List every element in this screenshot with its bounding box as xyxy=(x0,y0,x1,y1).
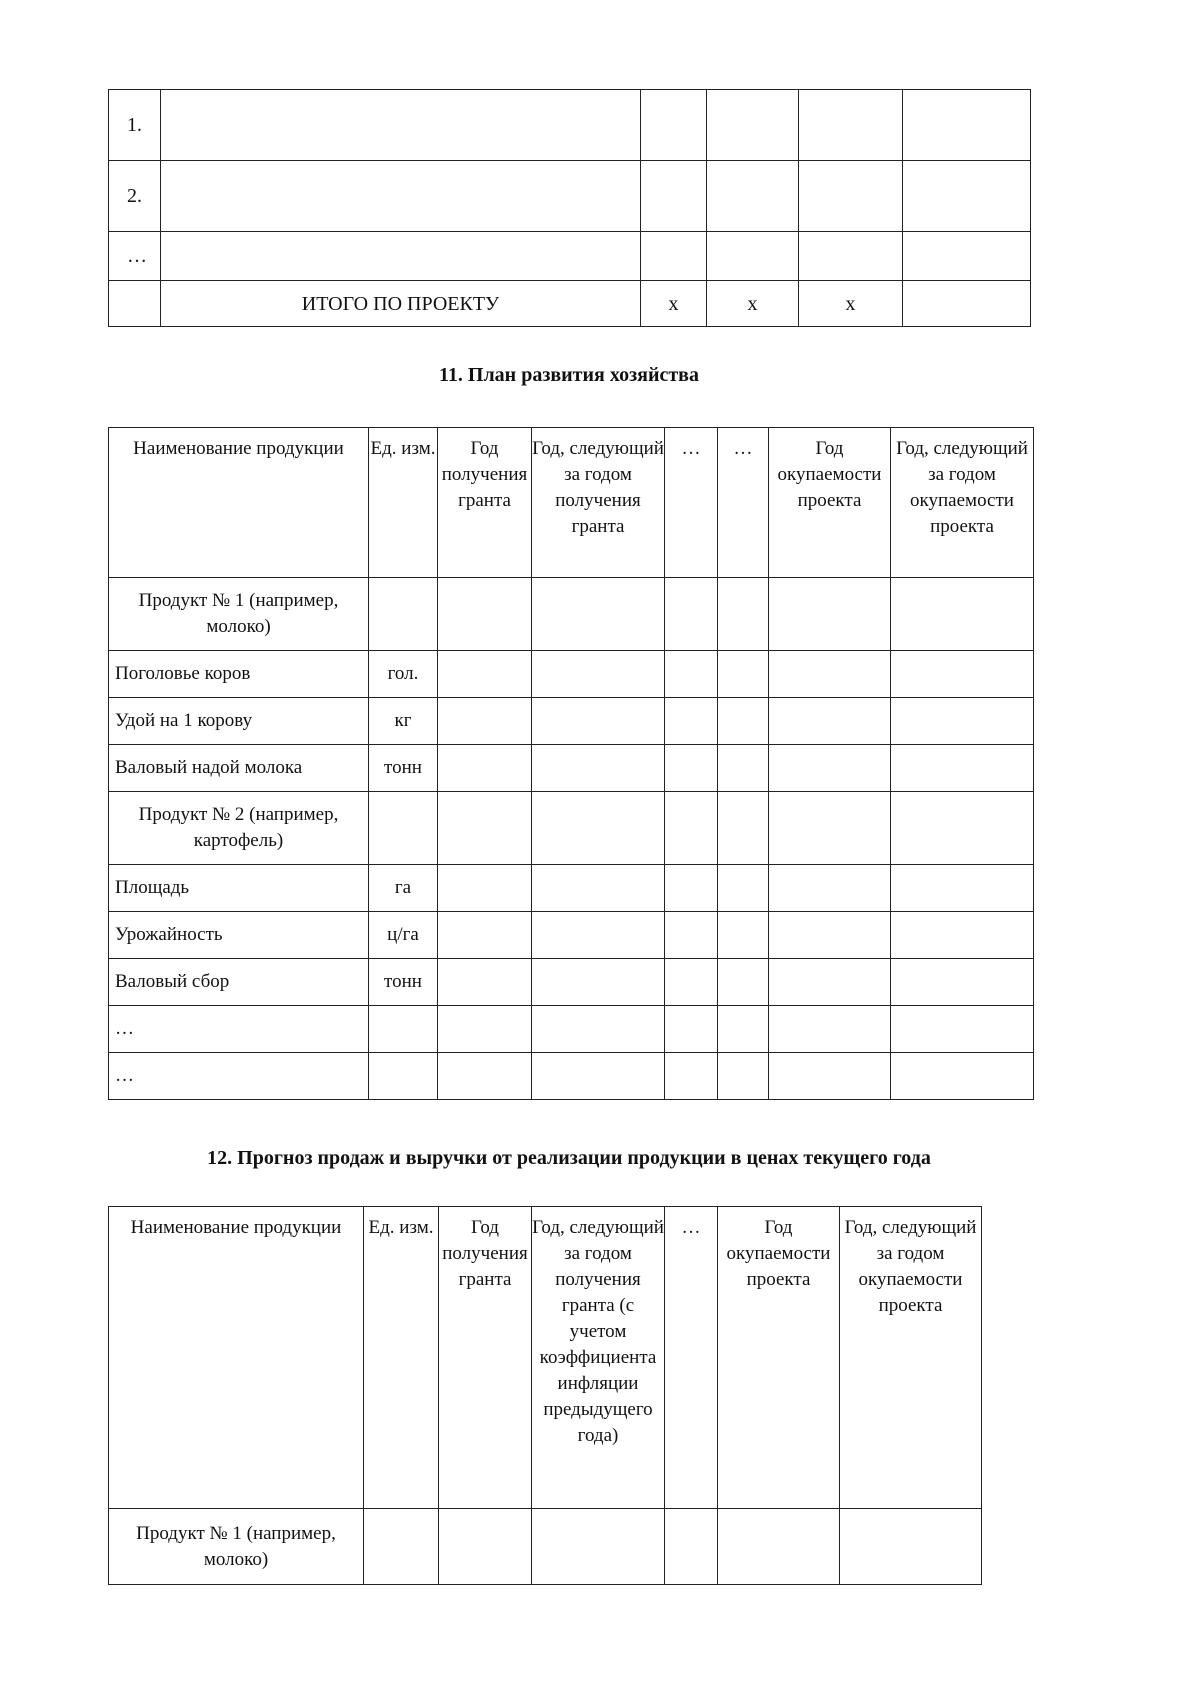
product-name-cell: Валовый сбор xyxy=(109,959,369,1006)
value-cell xyxy=(718,912,769,959)
column-header: Год получения гранта xyxy=(439,1207,532,1509)
column-header: Наименование продукции xyxy=(109,428,369,578)
column-header: … xyxy=(665,428,718,578)
unit-cell: гол. xyxy=(369,651,438,698)
value-cell xyxy=(665,1053,718,1100)
table-row xyxy=(109,161,1031,232)
value-cell xyxy=(718,698,769,745)
value-cell xyxy=(769,578,891,651)
value-cell xyxy=(438,792,532,865)
value-cell xyxy=(840,1509,982,1585)
table-row xyxy=(109,698,1034,745)
value-cell xyxy=(769,698,891,745)
table-header-row xyxy=(109,1207,982,1509)
value-cell xyxy=(769,1006,891,1053)
product-name-cell: … xyxy=(109,1053,369,1100)
value-cell xyxy=(532,1053,665,1100)
column-header: Год окупаемости проекта xyxy=(769,428,891,578)
product-name-cell: Урожайность xyxy=(109,912,369,959)
value-cell xyxy=(532,959,665,1006)
value-cell xyxy=(891,578,1034,651)
total-mark: х xyxy=(641,281,707,327)
value-cell xyxy=(532,578,665,651)
table-row xyxy=(109,865,1034,912)
value-cell xyxy=(665,959,718,1006)
farm-development-plan-table xyxy=(108,427,1034,1100)
value-cell xyxy=(769,1053,891,1100)
total-mark: х xyxy=(799,281,903,327)
section-12-title: 12. Прогноз продаж и выручки от реализации продукции в ценах текущего года xyxy=(207,1147,931,1169)
value-cell xyxy=(532,1509,665,1585)
total-label: ИТОГО ПО ПРОЕКТУ xyxy=(161,281,641,327)
sales-forecast-table xyxy=(108,1206,982,1585)
value-cell xyxy=(665,792,718,865)
column-header: Год, следующий за годом окупаемости проекта xyxy=(891,428,1034,578)
product-name-cell: … xyxy=(109,1006,369,1053)
table-row xyxy=(109,1006,1034,1053)
value-cell xyxy=(769,792,891,865)
value-cell xyxy=(532,912,665,959)
table-row xyxy=(109,1509,982,1585)
value-cell xyxy=(439,1509,532,1585)
value-cell xyxy=(891,1006,1034,1053)
column-header: Ед. изм. xyxy=(364,1207,439,1509)
table-header-row xyxy=(109,428,1034,578)
column-header: Год, следующий за годом окупаемости проекта xyxy=(840,1207,982,1509)
value-cell xyxy=(891,698,1034,745)
value-cell xyxy=(891,912,1034,959)
value-cell xyxy=(718,745,769,792)
value-cell xyxy=(438,912,532,959)
value-cell xyxy=(438,1006,532,1053)
unit-cell: тонн xyxy=(369,745,438,792)
unit-cell xyxy=(369,792,438,865)
value-cell xyxy=(438,1053,532,1100)
value-cell xyxy=(532,792,665,865)
table-row xyxy=(109,90,1031,161)
table-row xyxy=(109,959,1034,1006)
table-row xyxy=(109,745,1034,792)
unit-cell: га xyxy=(369,865,438,912)
column-header: Ед. изм. xyxy=(369,428,438,578)
value-cell xyxy=(891,651,1034,698)
unit-cell: тонн xyxy=(369,959,438,1006)
value-cell xyxy=(532,865,665,912)
total-mark: х xyxy=(707,281,799,327)
column-header: Год, следующий за годом получения гранта (с учетом коэффициента инфляции предыдущего года) xyxy=(532,1207,665,1509)
value-cell xyxy=(891,745,1034,792)
value-cell xyxy=(665,912,718,959)
value-cell xyxy=(665,745,718,792)
value-cell xyxy=(532,1006,665,1053)
value-cell xyxy=(438,698,532,745)
table-row xyxy=(109,232,1031,281)
unit-cell: кг xyxy=(369,698,438,745)
value-cell xyxy=(769,912,891,959)
project-costs-table-continuation xyxy=(108,89,1031,327)
row-number: 2. xyxy=(109,161,161,232)
value-cell xyxy=(718,1053,769,1100)
value-cell xyxy=(532,698,665,745)
product-group-row xyxy=(109,578,1034,651)
value-cell xyxy=(769,865,891,912)
value-cell xyxy=(532,745,665,792)
value-cell xyxy=(769,959,891,1006)
column-header: … xyxy=(718,428,769,578)
table-row xyxy=(109,912,1034,959)
unit-cell xyxy=(369,578,438,651)
value-cell xyxy=(718,959,769,1006)
value-cell xyxy=(665,1006,718,1053)
unit-cell xyxy=(369,1053,438,1100)
value-cell xyxy=(665,865,718,912)
product-name-cell: Площадь xyxy=(109,865,369,912)
value-cell xyxy=(718,792,769,865)
product-name-cell: Поголовье коров xyxy=(109,651,369,698)
product-name-cell: Удой на 1 корову xyxy=(109,698,369,745)
product-name-cell: Продукт № 1 (например, молоко) xyxy=(109,1509,364,1585)
product-name-cell: Валовый надой молока xyxy=(109,745,369,792)
row-number: 1. xyxy=(109,90,161,161)
unit-cell xyxy=(364,1509,439,1585)
column-header: Год окупаемости проекта xyxy=(718,1207,840,1509)
value-cell xyxy=(769,651,891,698)
value-cell xyxy=(665,651,718,698)
value-cell xyxy=(665,1509,718,1585)
value-cell xyxy=(891,959,1034,1006)
column-header: Год, следующий за годом получения гранта xyxy=(532,428,665,578)
value-cell xyxy=(665,578,718,651)
row-number: … xyxy=(109,232,161,281)
value-cell xyxy=(665,698,718,745)
section-11-title: 11. План развития хозяйства xyxy=(439,364,699,386)
unit-cell: ц/га xyxy=(369,912,438,959)
value-cell xyxy=(718,1509,840,1585)
value-cell xyxy=(891,1053,1034,1100)
value-cell xyxy=(718,578,769,651)
value-cell xyxy=(769,745,891,792)
value-cell xyxy=(438,865,532,912)
product-name-cell: Продукт № 2 (например, картофель) xyxy=(109,792,369,865)
value-cell xyxy=(532,651,665,698)
table-row xyxy=(109,651,1034,698)
value-cell xyxy=(891,865,1034,912)
value-cell xyxy=(438,578,532,651)
column-header: Наименование продукции xyxy=(109,1207,364,1509)
value-cell xyxy=(891,792,1034,865)
value-cell xyxy=(438,651,532,698)
value-cell xyxy=(718,651,769,698)
column-header: … xyxy=(665,1207,718,1509)
value-cell xyxy=(718,865,769,912)
table-row xyxy=(109,1053,1034,1100)
value-cell xyxy=(438,959,532,1006)
unit-cell xyxy=(369,1006,438,1053)
product-group-row xyxy=(109,792,1034,865)
total-row xyxy=(109,281,1031,327)
value-cell xyxy=(718,1006,769,1053)
product-name-cell: Продукт № 1 (например, молоко) xyxy=(109,578,369,651)
value-cell xyxy=(438,745,532,792)
column-header: Год получения гранта xyxy=(438,428,532,578)
